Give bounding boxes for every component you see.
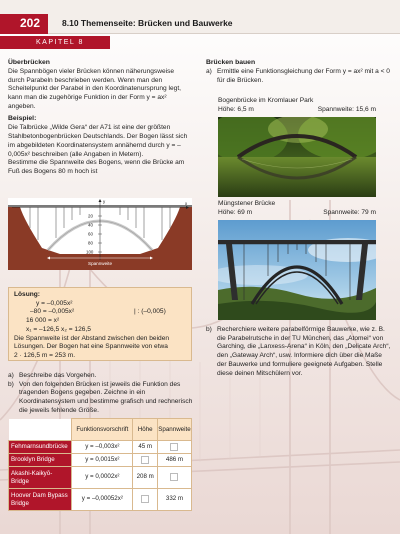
tick-label: 40: [88, 222, 93, 228]
solution-line: y = –0,005x²: [36, 299, 73, 307]
table-cell-name: Hoover Dam Bypass Bridge: [9, 489, 72, 511]
solution-result: 2 · 126,5 m = 253 m.: [14, 351, 76, 359]
solution-operation: | : (–0,005): [134, 308, 166, 316]
table-cell-function: y = 0,0015x²: [72, 454, 133, 467]
table-header-row: [9, 419, 192, 441]
right-heading: Brücken bauen: [206, 59, 256, 66]
task-a: [8, 372, 194, 381]
axis-label-y: y: [103, 199, 106, 204]
photo-kromlau-bridge: [218, 117, 376, 197]
photo2-title: Müngstener Brücke: [218, 200, 276, 207]
table-header-span: Spannweite: [157, 419, 191, 441]
table-row: [9, 441, 192, 454]
table-cell-height: 208 m: [133, 467, 157, 489]
photo1-span: Spannweite: 15,6 m: [317, 105, 376, 113]
table-header-empty: [9, 419, 72, 441]
table-header-function: Funktionsvorschrift: [72, 419, 133, 441]
photo1-title: Bogenbrücke im Kromlauer Park: [218, 97, 314, 104]
table-cell-name: Brooklyn Bridge: [9, 454, 72, 467]
task-text: Von den folgenden Brücken ist jeweils die Funktion des tragenden Bogens gegeben. Zeichne in ein Koordinatensystem und bestimme grafisch und rechnerisch die jeweils fehlende Größe.: [19, 380, 193, 414]
example-heading: Beispiel:: [8, 115, 37, 123]
photo1-height: Höhe: 6,5 m: [218, 105, 254, 113]
tick-label: 60: [88, 231, 93, 237]
answer-box[interactable]: [141, 456, 149, 464]
task-b: [8, 381, 194, 416]
photo2-caption: [218, 200, 388, 217]
right-task-b-row: [206, 326, 392, 378]
right-task-b: [206, 326, 392, 378]
solution-line: x₁ = –126,5 x₂ = 126,5: [26, 325, 91, 333]
table-cell-height[interactable]: [133, 489, 157, 511]
table-cell-height[interactable]: [133, 454, 157, 467]
solution-heading: Lösung:: [14, 291, 41, 298]
task-label: a): [206, 67, 212, 75]
bridge-table: [8, 418, 192, 511]
answer-box[interactable]: [170, 443, 178, 451]
tick-label: 20: [88, 213, 93, 219]
left-column: [8, 59, 192, 177]
photo2-height: Höhe: 69 m: [218, 208, 253, 216]
tick-label: 80: [88, 240, 93, 246]
task-text: Recherchiere weitere parabelförmige Bauwerke, wie z. B. die Parabelrutsche in der TU München, das „Atomei“ von Garching, die „Lanxess-Arena“ in Köln, den „Delicate Arch“, den „Gateway Arch“, usw. Informiere dich über die Maße der Bauwerke und formuliere geeignete Aufgaben. Stelle diese deinen Mitschülern vor.: [217, 326, 391, 377]
table-cell-function: y = 0,0002x²: [72, 467, 133, 489]
page-number: 202: [0, 14, 48, 34]
right-column: [206, 59, 392, 85]
example-text: Die Talbrücke „Wilde Gera“ der A71 ist eine der größten Stahlbetonbogenbrücken Deutschlands. Der Bogen lässt sich im abgebildeten Koordinatensystem annähernd durch y = –0,005x² beschreiben (alle Angaben in Metern).: [8, 124, 188, 158]
table-header-height: Höhe: [133, 419, 157, 441]
table-cell-function: y = –0,003x²: [72, 441, 133, 454]
table-cell-height: 45 m: [133, 441, 157, 454]
tick-label: 100: [86, 249, 94, 255]
task-label: b): [206, 326, 212, 333]
intro-heading: Überbrücken: [8, 59, 50, 66]
table-cell-span: 332 m: [157, 489, 191, 511]
example-question: Bestimme die Spannweite des Bogens, wenn die Brücke am Fuß des Bogens 80 m hoch ist: [8, 159, 185, 175]
bridge-diagram: [8, 198, 192, 270]
axis-label-x: x: [185, 201, 188, 206]
photo1-caption: [218, 97, 388, 114]
task-text: Beschreibe das Vorgehen.: [19, 372, 97, 379]
task-text: Ermittle eine Funktionsgleichung der Form y = ax² mit a < 0 für die Brücken.: [217, 67, 390, 84]
intro-text: Die Spannbögen vieler Brücken können näherungsweise durch Parabeln beschrieben werden. Wenn man den Scheitelpunkt der Parabel in den Koordinatenursprung legt, kann man die zugehörige Funktion in der Form y = ax² angeben.: [8, 67, 182, 110]
table-cell-span[interactable]: [157, 467, 191, 489]
left-tasks: [8, 372, 194, 416]
answer-box[interactable]: [141, 495, 149, 503]
solution-box: [8, 287, 192, 361]
table-row: [9, 467, 192, 489]
solution-line: –80 = –0,005x²: [30, 308, 75, 316]
table-cell-name: Fehmarnsundbrücke: [9, 441, 72, 454]
task-label: b): [8, 380, 14, 388]
table-cell-function: y = –0,00052x²: [72, 489, 133, 511]
answer-box[interactable]: [170, 473, 178, 481]
table-cell-name: Akashi-Kaikyō-Bridge: [9, 467, 72, 489]
solution-line: Die Spannweite ist der Abstand zwischen den beiden Lösungen. Der Bogen hat eine Spannweite von etwa: [14, 334, 170, 351]
span-label: Spannweite: [88, 261, 113, 266]
table-row: [9, 454, 192, 467]
solution-line: 16 000 = x²: [26, 317, 60, 325]
table-row: [9, 489, 192, 511]
photo2-span: Spannweite: 79 m: [323, 208, 376, 216]
task-label: a): [8, 372, 14, 379]
right-task-a: [206, 68, 392, 85]
photo-muengsten-bridge: [218, 220, 376, 320]
table-cell-span[interactable]: [157, 441, 191, 454]
chapter-label: KAPITEL 8: [36, 38, 84, 46]
section-title: 8.10 Themenseite: Brücken und Bauwerke: [62, 18, 233, 28]
chapter-tab: [0, 36, 110, 49]
table-cell-span: 486 m: [157, 454, 191, 467]
